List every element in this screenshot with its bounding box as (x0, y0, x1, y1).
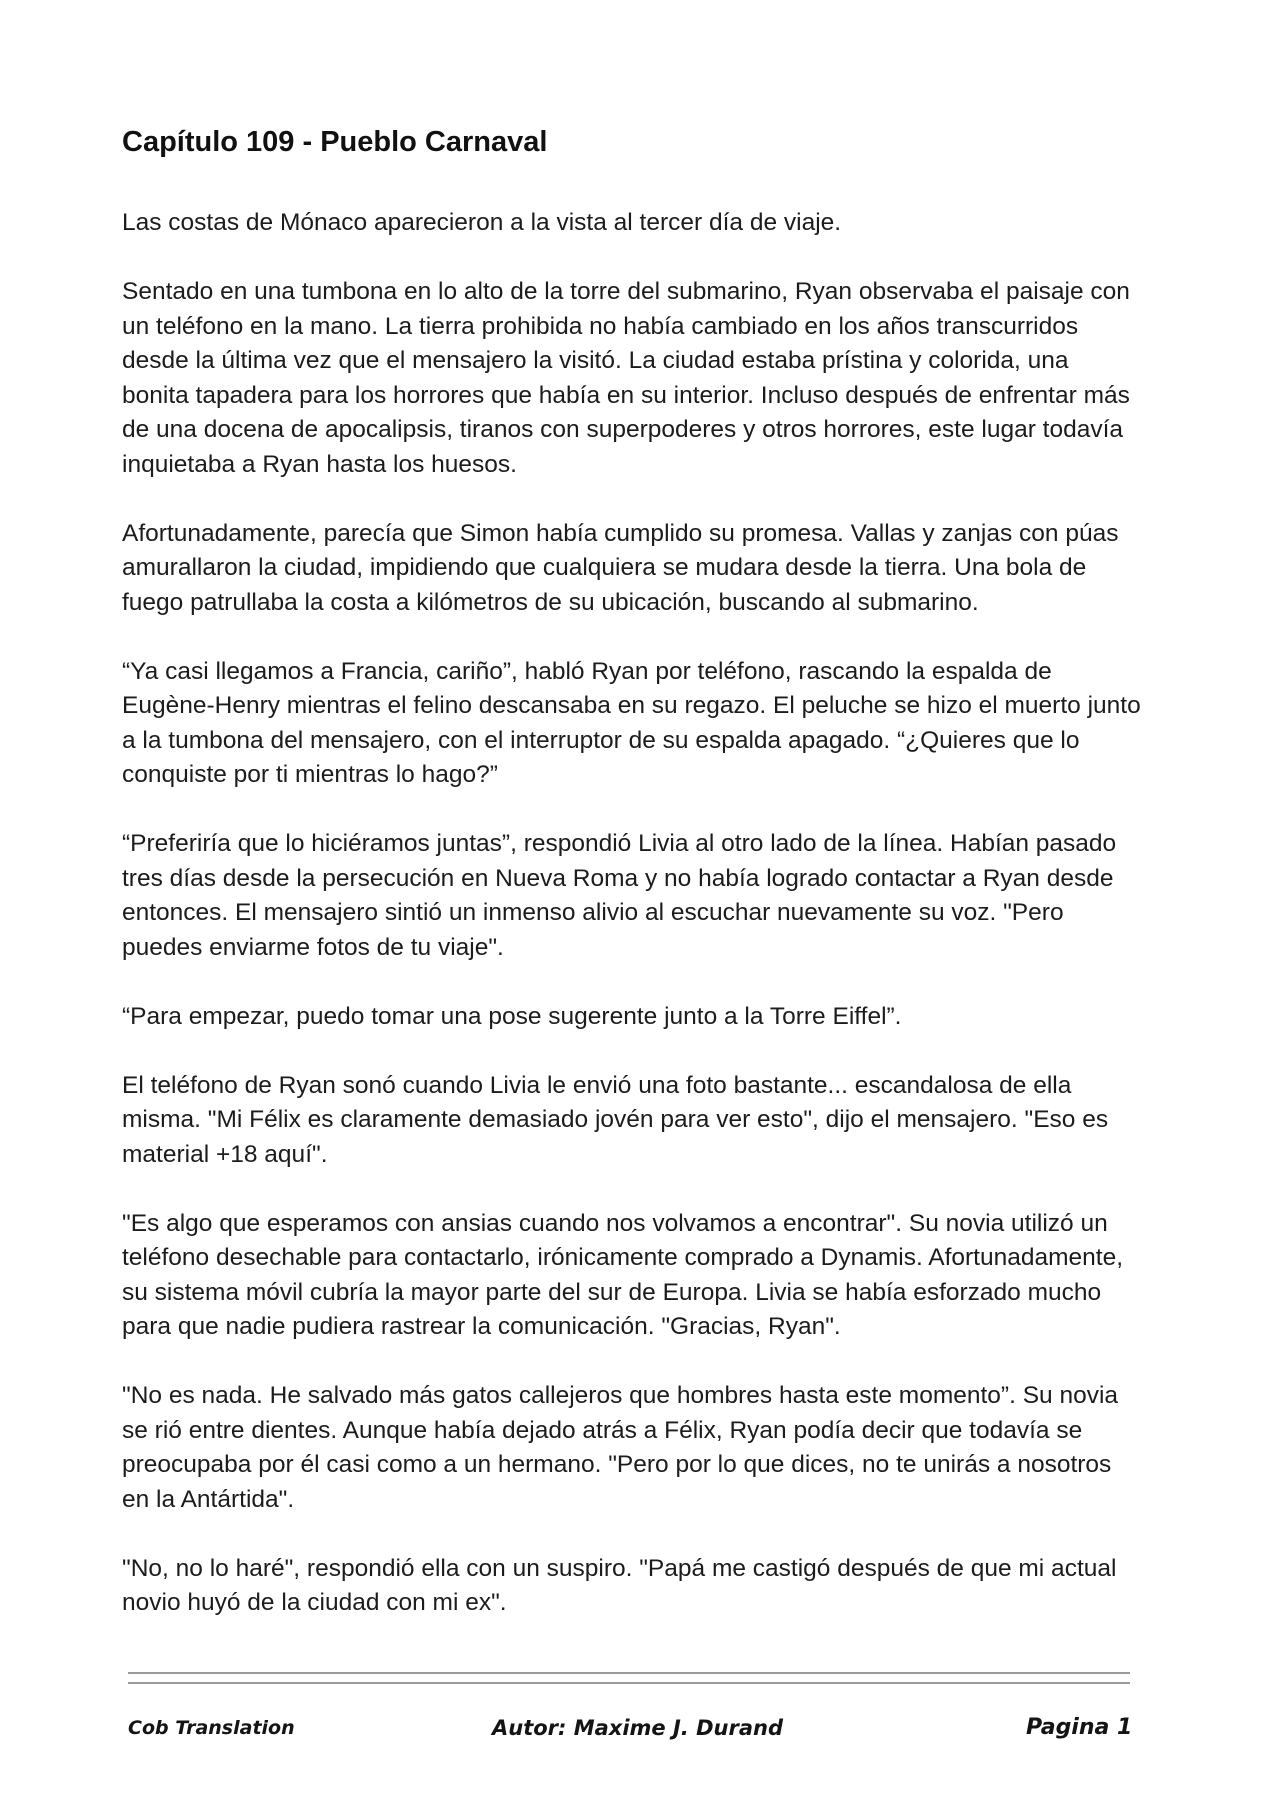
footer-divider-top (128, 1672, 1130, 1674)
document-body (122, 118, 1142, 1655)
paragraph-6: “Para empezar, puedo tomar una pose sugerente junto a la Torre Eiffel”. (122, 1002, 902, 1030)
paragraph-10: "No, no lo haré", respondió ella con un suspiro. "Papá me castigó después de que mi actual novio huyó de la ciudad con mi ex". (122, 1554, 1117, 1616)
paragraph-8: "Es algo que esperamos con ansias cuando nos volvamos a encontrar". Su novia utilizó un teléfono desechable para contactarlo, irónicamente comprado a Dynamis. Afortunadamente, su sistema móvil cubría la mayor parte del sur de Europa. Livia se había esforzado mucho para que nadie pudiera rastrear la comunicación. "Gracias, Ryan". (122, 1209, 1124, 1340)
paragraph-3: Afortunadamente, parecía que Simon había cumplido su promesa. Vallas y zanjas con púas amurallaron la ciudad, impidiendo que cualquiera se mudara desde la tierra. Una bola de fuego patrullaba la costa a kilómetros de su ubicación, buscando al submarino. (122, 519, 1119, 616)
paragraph-4: “Ya casi llegamos a Francia, cariño”, habló Ryan por teléfono, rascando la espalda de Eugène-Henry mientras el felino descansaba en su regazo. El peluche se hizo el muerto junto a la tumbona del mensajero, con el interruptor de su espalda apagado. “¿Quieres que lo conquiste por ti mientras lo hago?” (122, 657, 1141, 788)
paragraph-5: “Preferiría que lo hiciéramos juntas”, respondió Livia al otro lado de la línea. Habían pasado tres días desde la persecución en Nueva Roma y no había logrado contactar a Ryan desde entonces. El mensajero sintió un inmenso alivio al escuchar nuevamente su voz. "Pero puedes enviarme fotos de tu viaje". (122, 830, 1117, 961)
paragraph-9: "No es nada. He salvado más gatos callejeros que hombres hasta este momento”. Su novia se rió entre dientes. Aunque había dejado atrás a Félix, Ryan podía decir que todavía se preocupaba por él casi como a un hermano. "Pero por lo que dices, no te unirás a nosotros en la Antártida". (122, 1382, 1119, 1513)
footer-translator: Cob Translation (128, 1717, 295, 1739)
paragraph-7: El teléfono de Ryan sonó cuando Livia le envió una foto bastante... escandalosa de ella misma. "Mi Félix es claramente demasiado jovén para ver esto", dijo el mensajero. "Eso es material +18 aquí". (122, 1071, 1109, 1168)
footer-author: Autor: Maxime J. Durand (492, 1716, 783, 1740)
footer-page-number: Pagina 1 (1026, 1715, 1133, 1740)
chapter-title: Capítulo 109 - Pueblo Carnaval (122, 126, 548, 158)
paragraph-1: Las costas de Mónaco aparecieron a la vista al tercer día de viaje. (122, 209, 842, 236)
footer-divider-bottom (128, 1682, 1130, 1684)
paragraph-2: Sentado en una tumbona en lo alto de la torre del submarino, Ryan observaba el paisaje con un teléfono en la mano. La tierra prohibida no había cambiado en los años transcurridos desde la última vez que el mensajero la visitó. La ciudad estaba prístina y colorida, una bonita tapadera para los horrores que había en su interior. Incluso después de enfrentar más de una docena de apocalipsis, tiranos con superpoderes y otros horrores, este lugar todavía inquietaba a Ryan hasta los huesos. (122, 278, 1130, 478)
